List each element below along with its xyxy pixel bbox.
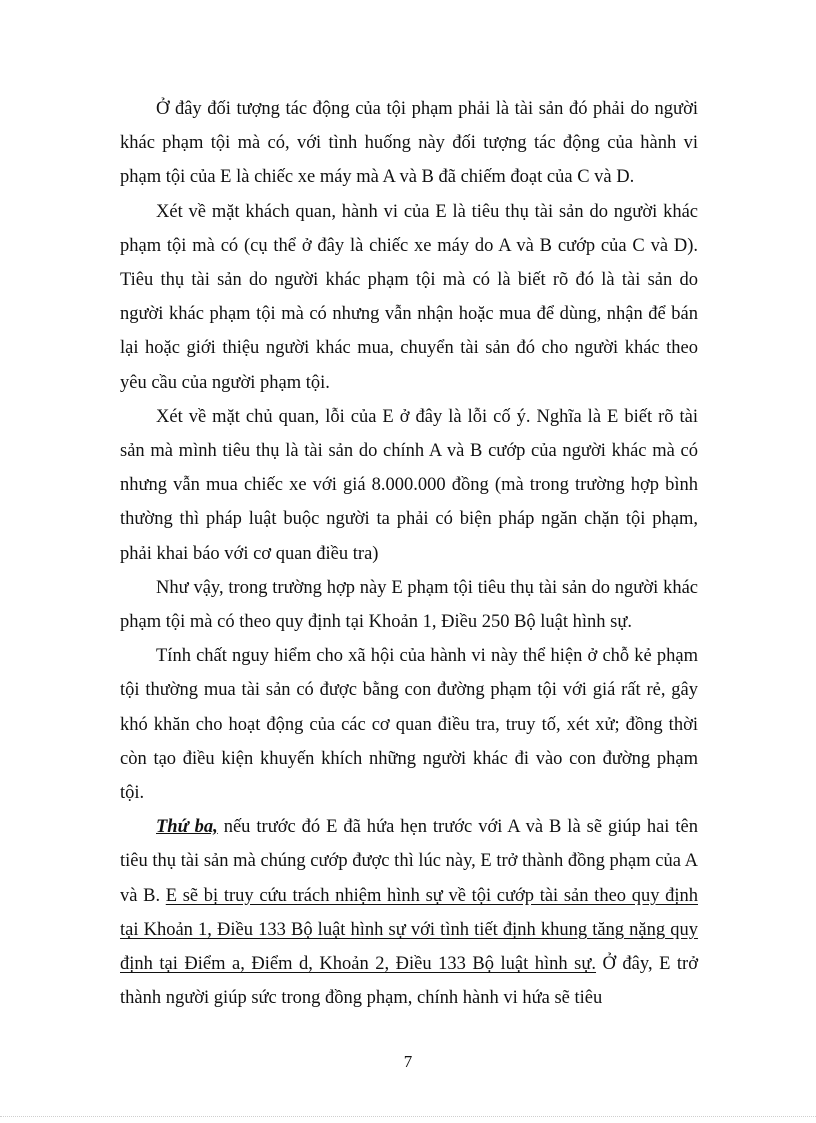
paragraph-1: [120, 92, 698, 195]
paragraph-4-text: Như vậy, trong trường hợp này E phạm tội tiêu thụ tài sản do người khác phạm tội mà có theo quy định tại Khoản 1, Điều 250 Bộ luật hình sự.: [120, 577, 698, 633]
section-lead-thu-ba: Thứ ba,: [156, 817, 218, 838]
underlined-legal-conclusion: E sẽ bị truy cứu trách nhiệm hình sự về tội cướp tài sản theo quy định tại Khoản 1, Điều 133 Bộ luật hình sự với tình tiết định khung tăng nặng quy định tại Điểm a, Điểm d, Khoản 2, Điều 133 Bộ luật hình sự.: [120, 885, 699, 975]
paragraph-5: [120, 639, 698, 810]
body-text: [120, 92, 698, 1015]
paragraph-6: [120, 810, 698, 1015]
paragraph-3-text: Xét về mặt chủ quan, lỗi của E ở đây là lỗi cố ý. Nghĩa là E biết rõ tài sản mà mình tiêu thụ là tài sản do chính A và B cướp của người khác mà có nhưng vẫn mua chiếc xe với giá 8.000.000 đồng (mà trong trường hợp bình thường thì pháp luật buộc người ta phải có biện pháp ngăn chặn tội phạm, phải khai báo với cơ quan điều tra): [120, 406, 698, 564]
page-number: 7: [403, 1052, 413, 1071]
paragraph-3: [120, 400, 698, 571]
paragraph-6-text: nếu trước đó E đã hứa hẹn trước với A và B là sẽ giúp hai tên tiêu thụ tài sản mà chúng cướp được thì lúc này, E trở thành đồng phạm của A và B.: [120, 817, 698, 906]
paragraph-2-text: Xét về mặt khách quan, hành vi của E là tiêu thụ tài sản do người khác phạm tội mà có (cụ thể ở đây là chiếc xe máy do A và B cướp của C và D). Tiêu thụ tài sản do người khác phạm tội mà có là biết rõ đó là tài sản do người khác phạm tội mà có nhưng vẫn nhận hoặc mua để dùng, nhận để bán lại hoặc giới thiệu người khác mua, chuyển tài sản đó cho người khác theo yêu cầu của người phạm tội.: [120, 201, 698, 393]
paragraph-1-text: Ở đây đối tượng tác động của tội phạm phải là tài sản đó phải do người khác phạm tội mà có, với tình huống này đối tượng tác động của hành vi phạm tội của E là chiếc xe máy mà A và B đã chiếm đoạt của C và D.: [120, 99, 698, 188]
paragraph-5-text: Tính chất nguy hiểm cho xã hội của hành vi này thể hiện ở chỗ kẻ phạm tội thường mua tài sản có được bằng con đường phạm tội với giá rất rẻ, gây khó khăn cho hoạt động của các cơ quan điều tra, truy tố, xét xử; đồng thời còn tạo điều kiện khuyến khích những người khác đi vào con đường phạm tội.: [120, 646, 698, 804]
page-bottom-divider: [0, 1116, 816, 1117]
paragraph-4: [120, 571, 698, 639]
paragraph-6-continuation: Ở đây, E trở thành người giúp sức trong đồng phạm, chính hành vi hứa sẽ tiêu: [120, 954, 698, 1009]
paragraph-2: [120, 195, 698, 400]
